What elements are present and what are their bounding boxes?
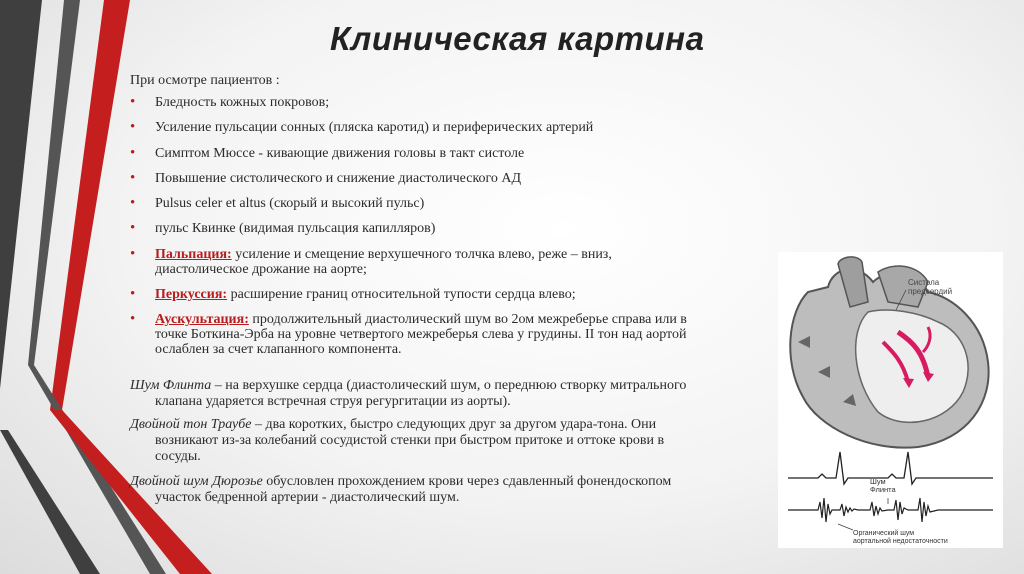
traube-tone-heading: Двойной тон Траубе	[130, 417, 252, 432]
bullet-icon: •	[130, 169, 136, 186]
bullet-icon: •	[130, 245, 136, 262]
phonocardiogram-trace	[788, 498, 993, 522]
flint-murmur-heading: Шум Флинта	[130, 378, 212, 393]
page-title: Клиническая картина	[330, 20, 705, 57]
term-percussion: Перкуссия:	[155, 287, 228, 303]
list-item-auscultation: • Аускультация: продолжительный диастолический шум во 2ом межреберье справа или в точке Боткина-Эрба на уровне четвертого межреберья слева у грудины. II тон над аортой ослаблен за счет клапанного компонента.	[130, 311, 687, 358]
bullet-icon: •	[130, 119, 136, 136]
bullet-icon: •	[130, 286, 136, 303]
flint-murmur-paragraph: Шум Флинта – на верхушке сердца (диастолический шум, о переднюю створку митрального клапана ударяется встречная струя регургитации из аорты).	[130, 378, 687, 409]
list-item: • пульс Квинке (видимая пульсация капилляров)	[130, 220, 436, 237]
ecg-trace	[788, 452, 993, 484]
bullet-icon: •	[130, 195, 136, 212]
label-systole: Систола предсердий	[908, 278, 953, 296]
label-pointer	[838, 524, 853, 530]
list-item: • Бледность кожных покровов;	[130, 94, 330, 110]
list-item-palpation: • Пальпация: усиление и смещение верхушечного толчка влево, реже – вниз, диастолическое дрожание на аорте;	[130, 245, 612, 277]
bullet-icon: •	[130, 144, 136, 161]
intro-text: При осмотре пациентов :	[130, 73, 280, 88]
label-flint: Шум Флинта	[870, 477, 896, 494]
list-item-percussion: • Перкуссия: расширение границ относительной тупости сердца влево;	[130, 286, 576, 303]
symptom-list	[130, 95, 770, 368]
list-item: • Повышение систолического и снижение диастолического АД	[130, 169, 522, 186]
bullet-icon: •	[130, 94, 136, 110]
label-organic-murmur: Органический шум аортальной недостаточности	[853, 530, 948, 545]
list-item: • Симптом Мюссе - кивающие движения головы в такт систоле	[130, 144, 525, 161]
list-item: • Усиление пульсации сонных (пляска каротид) и периферических артерий	[130, 119, 594, 136]
heart-illustration	[778, 252, 1003, 548]
bullet-icon: •	[130, 311, 136, 328]
term-palpation: Пальпация:	[155, 246, 232, 262]
duroziez-murmur-paragraph: Двойной шум Дюрозье обусловлен прохождением крови через сдавленный фонендоскопом участок бедренной артерии - диастолический шум.	[130, 474, 672, 505]
list-item: • Pulsus celer et altus (скорый и высокий пульс)	[130, 195, 425, 212]
traube-tone-paragraph: Двойной тон Траубе – два коротких, быстро следующих друг за другом удара-тона. Они возникают из-за колебаний сосудистой стенки при быстром притоке и оттоке крови в сосуды.	[130, 417, 665, 464]
duroziez-murmur-heading: Двойной шум Дюрозье	[130, 474, 263, 489]
heart-diagram	[778, 252, 1003, 548]
bullet-icon: •	[130, 220, 136, 237]
term-auscultation: Аускультация:	[155, 312, 249, 328]
